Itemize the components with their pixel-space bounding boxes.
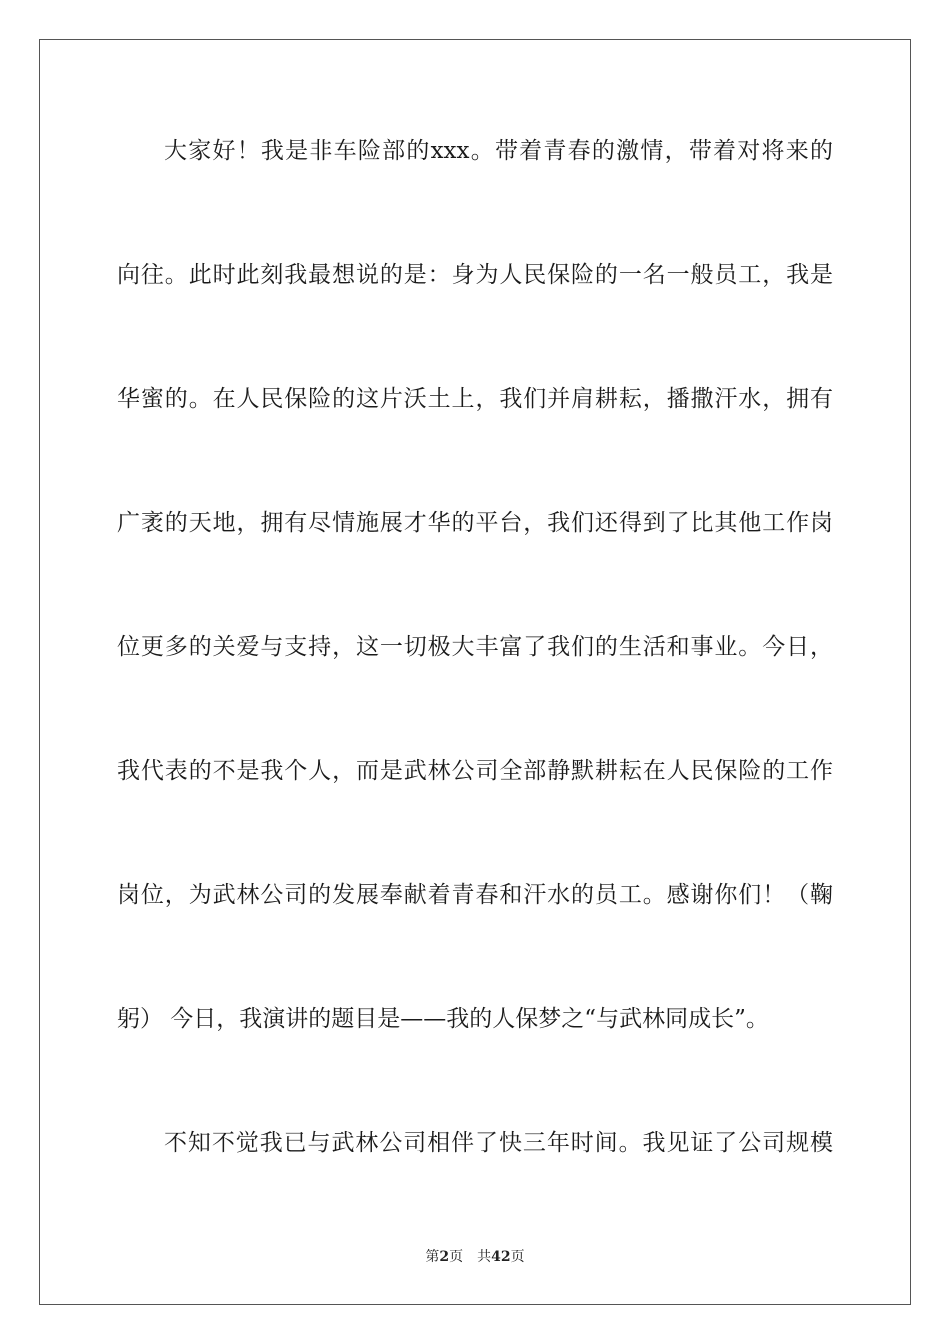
paragraph-line: 我代表的不是我个人，而是武林公司全部静默耕耘在人民保险的工作 [117, 758, 833, 784]
paragraph-line: 位更多的关爱与支持，这一切极大丰富了我们的生活和事业。今日， [117, 634, 833, 660]
page-label-prefix: 第 [425, 1249, 440, 1265]
page-label-suffix: 页 [449, 1249, 464, 1265]
paragraph-line: 广袤的天地，拥有尽情施展才华的平台，我们还得到了比其他工作岗 [117, 510, 833, 536]
paragraph-line: 躬） 今日，我演讲的题目是——我的人保梦之“与武林同成长”。 [117, 1006, 769, 1032]
paragraph-line: 华蜜的。在人民保险的这片沃土上，我们并肩耕耘，播撒汗水，拥有 [117, 386, 833, 412]
total-label-prefix: 共 [477, 1249, 492, 1265]
paragraph-line: 向往。此时此刻我最想说的是：身为人民保险的一名一般员工，我是 [117, 262, 833, 288]
page-footer [0, 1247, 950, 1267]
total-pages: 42 [491, 1249, 511, 1265]
total-label-suffix: 页 [510, 1249, 525, 1265]
page-border [39, 39, 911, 1305]
paragraph-line: 不知不觉我已与武林公司相伴了快三年时间。我见证了公司规模 [164, 1130, 833, 1156]
paragraph-line: 岗位，为武林公司的发展奉献着青春和汗水的员工。感谢你们！（鞠 [117, 882, 833, 908]
page-number: 2 [439, 1249, 450, 1265]
paragraph-line: 大家好！我是非车险部的xxx。带着青春的激情，带着对将来的 [164, 138, 833, 164]
